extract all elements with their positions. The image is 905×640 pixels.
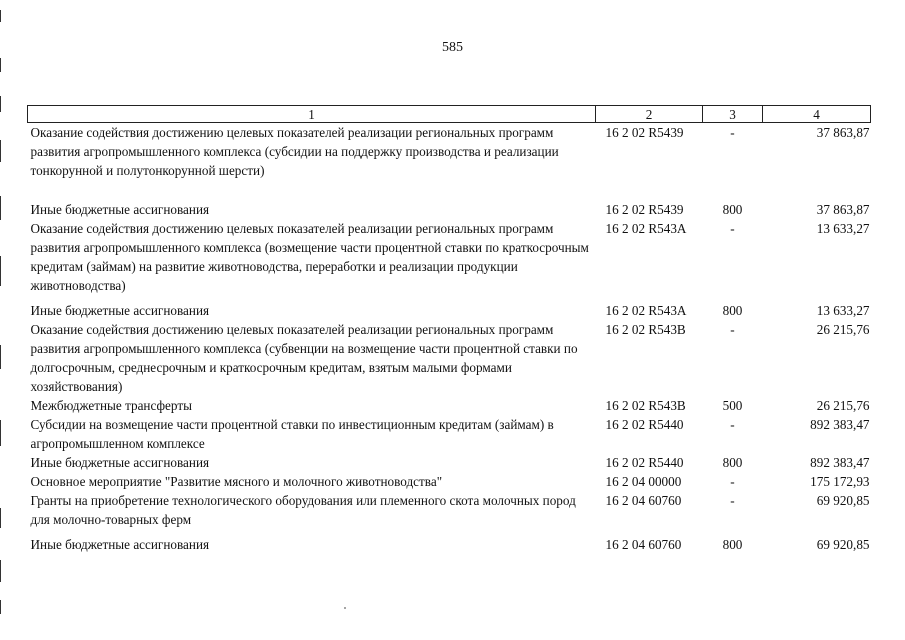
table-row: [28, 472, 871, 491]
row-type: -: [730, 493, 735, 508]
row-type: -: [730, 125, 735, 140]
page-number: 585: [442, 40, 463, 55]
row-type: -: [730, 417, 735, 432]
margin-mark: [0, 140, 1, 162]
row-name: Оказание содействия достижению целевых показателей реализации региональных программ развития агропромышленного комплекса (возмещение части процентной ставки по краткосрочным кредитам (займам) на развитие животноводства, переработки и реализации продукции животноводства): [30, 221, 589, 293]
margin-mark: [0, 196, 1, 220]
row-code: 16 2 02 R543A: [605, 221, 687, 236]
row-name: Субсидии на возмещение части процентной ставки по инвестиционным кредитам (займам) в агропромышленном комплексе: [30, 417, 554, 451]
row-type: -: [730, 221, 735, 236]
margin-mark: [0, 256, 1, 286]
row-code: 16 2 02 R543A: [605, 303, 687, 318]
row-code: 16 2 04 60760: [605, 493, 682, 508]
column-header-amount: 4: [763, 106, 871, 123]
table-header-row: [28, 106, 871, 123]
row-amount: 37 863,87: [816, 202, 870, 217]
row-name: Основное мероприятие "Развитие мясного и молочного животноводства": [30, 474, 443, 489]
margin-mark: [0, 96, 1, 112]
table-row: [28, 301, 871, 320]
row-code: 16 2 02 R5440: [605, 455, 684, 470]
row-code: 16 2 02 R5439: [605, 202, 684, 217]
row-amount: 26 215,76: [816, 322, 870, 337]
table-row: [28, 491, 871, 535]
table-row: [28, 200, 871, 219]
row-amount: 69 920,85: [816, 493, 870, 508]
margin-mark: [0, 345, 1, 369]
table-row: [28, 415, 871, 453]
row-type: -: [730, 474, 735, 489]
row-name: Иные бюджетные ассигнования: [30, 537, 210, 552]
row-code: 16 2 02 R543B: [605, 398, 686, 413]
margin-mark: [0, 560, 1, 582]
row-amount: 69 920,85: [816, 537, 870, 552]
scan-speck: [344, 607, 346, 609]
row-amount: 13 633,27: [816, 303, 870, 318]
row-amount: 26 215,76: [816, 398, 870, 413]
row-type: 800: [722, 202, 743, 217]
table-row: [28, 396, 871, 415]
table-row: [28, 535, 871, 554]
row-name: Оказание содействия достижению целевых показателей реализации региональных программ развития агропромышленного комплекса (субсидии на поддержку производства и реализации тонкорунной и полутонкорунной шерсти): [30, 125, 559, 178]
row-amount: 892 383,47: [810, 417, 870, 432]
row-name: Иные бюджетные ассигнования: [30, 303, 210, 318]
row-type: -: [730, 322, 735, 337]
row-name: Иные бюджетные ассигнования: [30, 202, 210, 217]
column-header-name: 1: [28, 106, 596, 123]
margin-mark: [0, 420, 1, 446]
row-type: 800: [722, 303, 743, 318]
row-code: 16 2 04 60760: [605, 537, 682, 552]
row-amount: 37 863,87: [816, 125, 870, 140]
table-row: [28, 219, 871, 301]
row-name: Межбюджетные трансферты: [30, 398, 192, 413]
row-name: Оказание содействия достижению целевых показателей реализации региональных программ развития агропромышленного комплекса (субвенции на возмещение части процентной ставки по долгосрочным, среднесрочным и краткосрочным кредитам, взятым малыми формами хозяйствования): [30, 322, 578, 394]
row-amount: 13 633,27: [816, 221, 870, 236]
row-amount: 175 172,93: [810, 474, 870, 489]
table-row: [28, 453, 871, 472]
column-header-code: 2: [596, 106, 703, 123]
budget-table: [27, 105, 871, 554]
row-name: Гранты на приобретение технологического оборудования или племенного скота молочных пород для молочно-товарных ферм: [30, 493, 576, 527]
row-type: 800: [722, 455, 743, 470]
table-row: [28, 123, 871, 201]
row-type: 800: [722, 537, 743, 552]
row-type: 500: [722, 398, 743, 413]
margin-mark: [0, 10, 1, 22]
row-code: 16 2 02 R543B: [605, 322, 686, 337]
margin-mark: [0, 600, 1, 614]
row-name: Иные бюджетные ассигнования: [30, 455, 210, 470]
column-header-type: 3: [703, 106, 763, 123]
margin-mark: [0, 508, 1, 528]
row-code: 16 2 02 R5439: [605, 125, 684, 140]
margin-mark: [0, 58, 1, 72]
row-code: 16 2 04 00000: [605, 474, 682, 489]
row-code: 16 2 02 R5440: [605, 417, 684, 432]
table-row: [28, 320, 871, 396]
row-amount: 892 383,47: [810, 455, 870, 470]
